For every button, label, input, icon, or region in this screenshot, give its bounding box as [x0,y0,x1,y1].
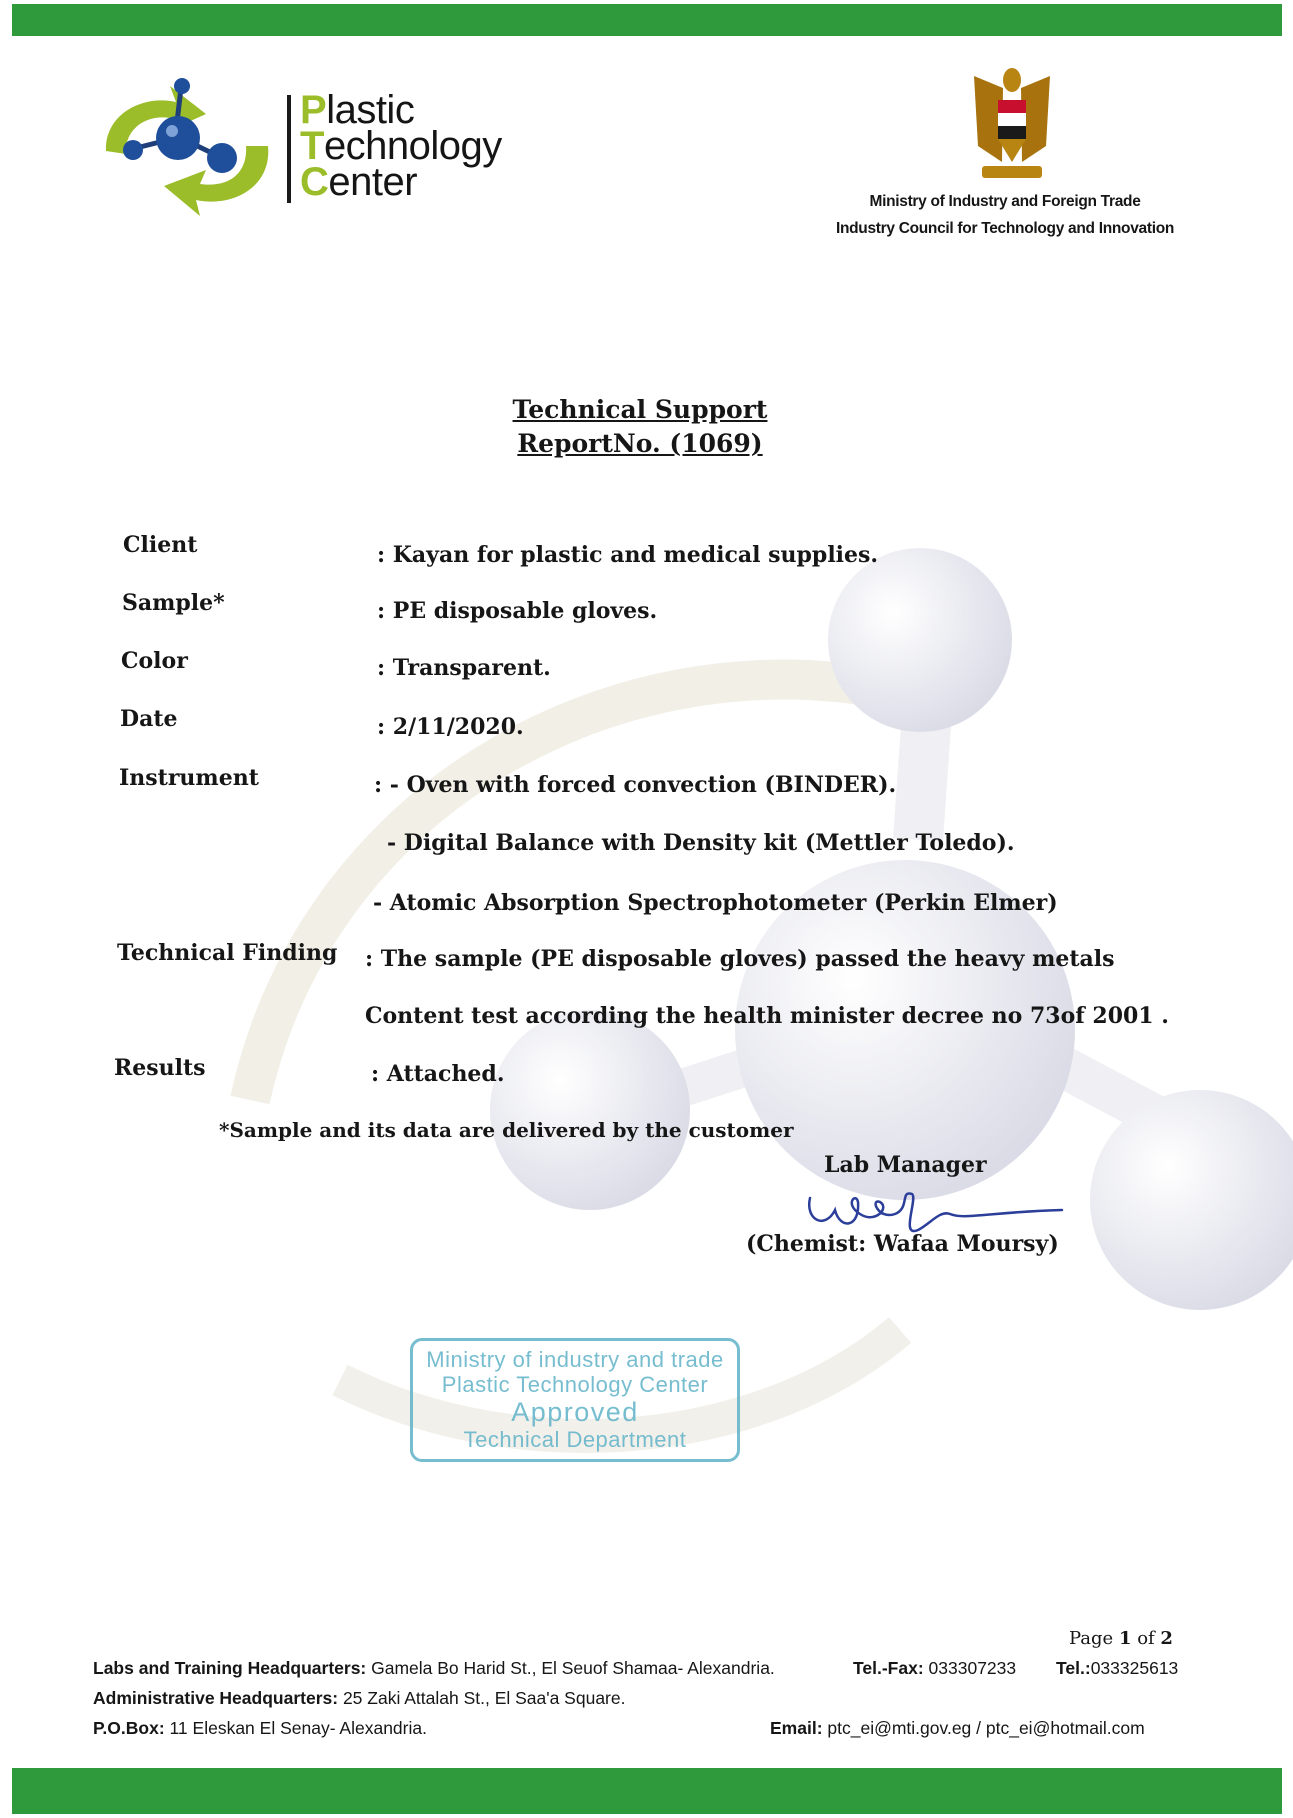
date-value: : 2/11/2020. [377,714,524,740]
footer-email: Email: ptc_ei@mti.gov.eg / ptc_ei@hotmail.com [770,1718,1145,1738]
eagle-emblem-icon [968,66,1056,184]
instrument-2: - Digital Balance with Density kit (Mettler Toledo). [387,830,1015,856]
lab-manager-name: (Chemist: Wafaa Moursy) [746,1231,1059,1257]
client-value: : Kayan for plastic and medical supplies. [377,542,879,568]
instrument-label: Instrument [119,765,259,791]
ptc-logo-wordmark: Plastic Technology Center [300,88,502,204]
date-label: Date [120,706,178,732]
finding-label: Technical Finding [117,940,338,966]
logo-divider [287,95,291,203]
sample-label: Sample* [122,590,225,616]
footer-telfax: Tel.-Fax: 033307233 [853,1658,1017,1678]
instrument-1: : - Oven with forced convection (BINDER). [374,772,897,798]
results-value: : Attached. [371,1061,505,1087]
ministry-text: Ministry of Industry and Foreign Trade Industry Council for Technology and Innovation [835,193,1175,237]
sample-value: : PE disposable gloves. [377,598,658,624]
report-title: Technical Support ReportNo. (1069) [512,395,768,458]
instrument-3: - Atomic Absorption Spectrophotometer (Perkin Elmer) [373,890,1058,916]
client-label: Client [123,532,198,558]
footer-admin-address: Administrative Headquarters: 25 Zaki Attalah St., El Saa'a Square. [93,1688,626,1708]
results-label: Results [114,1055,206,1081]
approval-stamp: Ministry of industry and trade Plastic Technology Center Approved Technical Department [410,1338,740,1462]
ptc-logo-icon [96,76,278,216]
bottom-green-bar [12,1768,1282,1814]
finding-1: : The sample (PE disposable gloves) passed the heavy metals [365,946,1115,972]
sample-note: *Sample and its data are delivered by the customer [219,1118,794,1142]
footer-tel: Tel.:033325613 [1056,1658,1179,1678]
footer-pobox: P.O.Box: 11 Eleskan El Senay- Alexandria. [93,1718,427,1738]
footer-labs-address: Labs and Training Headquarters: Gamela Bo Harid St., El Seuof Shamaa- Alexandria. [93,1658,775,1678]
color-label: Color [121,648,188,674]
page-number: Page 1 of 2 [1069,1628,1173,1649]
finding-2: Content test according the health minister decree no 73of 2001 . [365,1003,1169,1029]
lab-manager-title: Lab Manager [824,1152,987,1178]
color-value: : Transparent. [377,655,551,681]
